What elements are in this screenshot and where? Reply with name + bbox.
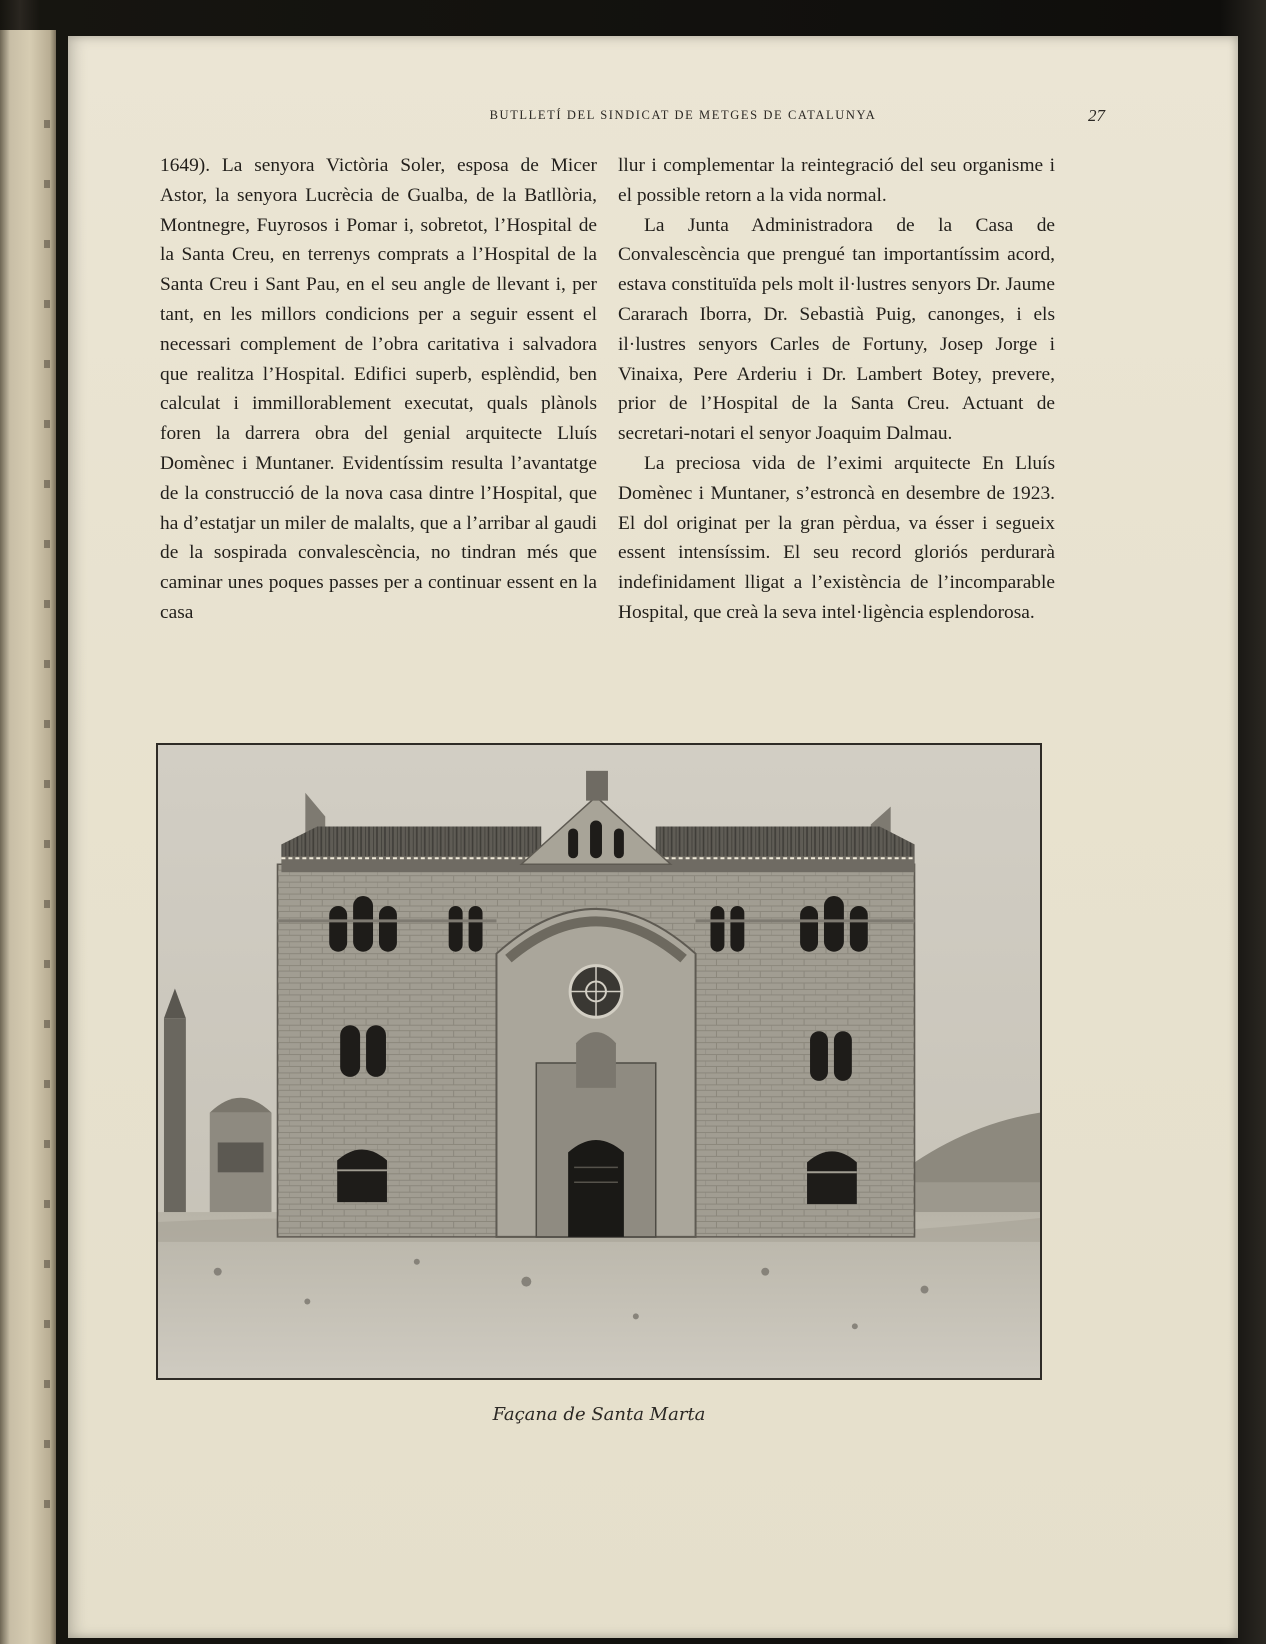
facade-photograph: [156, 743, 1042, 1380]
right-column: [618, 151, 1055, 628]
right-paragraph-2: La Junta Administradora de la Casa de Convalescència que prengué tan importantíssim acord, estava constituïda pels molt il·lustres senyors Dr. Jaume Cararach Iborra, Dr. Sebastià Puig, canonges, i els il·lustres senyors Carles de Fortuny, Josep Jorge i Vinaixa, Pere Arderiu i Dr. Lambert Botey, prevere, prior de l’Hospital de la Santa Creu. Actuant de secretari-notari el senyor Joaquim Dalmau.: [618, 214, 1055, 445]
page-number: 27: [1088, 106, 1105, 125]
left-column: [160, 151, 597, 628]
figure-caption: Façana de Santa Marta: [492, 1404, 706, 1425]
right-paragraph-3: La preciosa vida de l’eximi arquitecte En Lluís Domènec i Muntaner, s’estroncà en desembre de 1923. El dol originat per la gran pèrdua, va ésser i segueix essent intensíssim. El seu record gloriós perdurarà indefinidament lligat a l’existència de l’incomparable Hospital, que creà la seva intel·ligència esplendorosa.: [618, 452, 1055, 623]
running-head: [68, 108, 1238, 128]
left-paragraph-1: 1649). La senyora Victòria Soler, esposa de Micer Astor, la senyora Lucrècia de Gualba, de la Batllòria, Montnegre, Fuyrosos i Pomar i, sobretot, l’Hospital de la Santa Creu, en terrenys comprats a l’Hospital de la Santa Creu i Sant Pau, en el seu angle de llevant i, per tant, en les millors condicions per a seguir essent el necessari complement de l’obra caritativa i salvadora que realitza l’Hospital. Edifici superb, esplèndid, ben calculat i immillorablement executat, quals plànols foren la darrera obra del genial arquitecte Lluís Domènec i Muntaner. Evidentíssim resulta l’avantatge de la construcció de la nova casa dintre l’Hospital, que ha d’estatjar un miler de malalts, que a l’arribar al gaudi de la sospirada convalescència, no tindran més que caminar unes poques passes per a continuar essent en la casa: [160, 155, 597, 623]
book-page: [68, 36, 1238, 1638]
binding-marks: [44, 120, 50, 1520]
building-illustration: [158, 745, 1040, 1378]
right-paragraph-1: llur i complementar la reintegració del seu organisme i el possible retorn a la vida normal.: [618, 155, 1055, 206]
running-head-title: BUTLLETÍ DEL SINDICAT DE METGES DE CATALUNYA: [489, 108, 877, 122]
